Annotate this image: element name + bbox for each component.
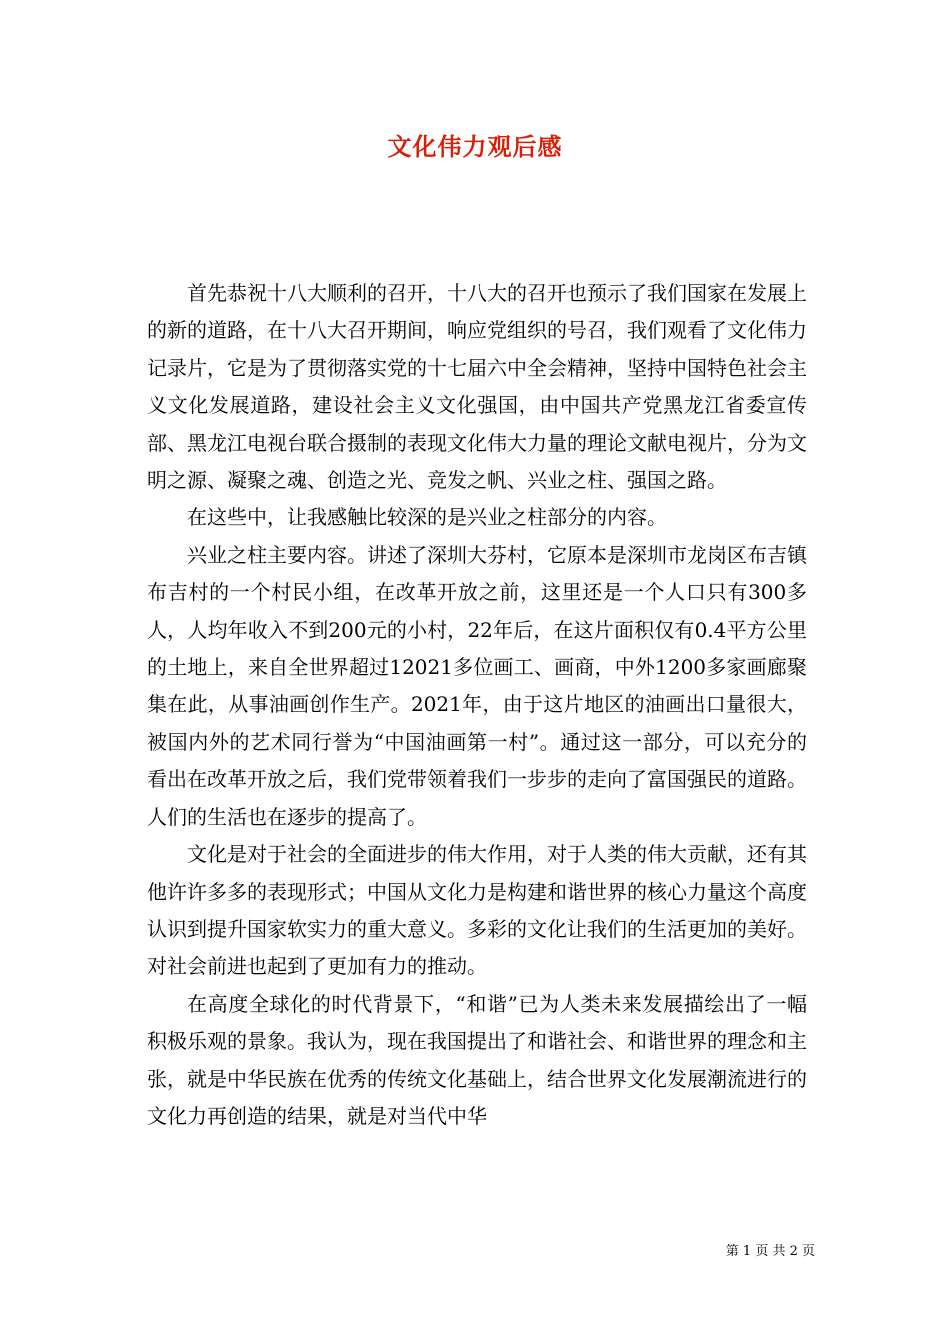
paragraph-2: 在这些中，让我感触比较深的是兴业之柱部分的内容。	[187, 505, 667, 530]
document-title: 文化伟力观后感	[387, 132, 563, 161]
page-number-text: 第 1 页 共 2 页	[725, 1244, 815, 1259]
paragraph-5: 在高度全球化的时代背景下，“和谐”已为人类未来发展描绘出了一幅积极乐观的景象。我认为，现在我国提出了和谐社会、和谐世界的理念和主张，就是中华民族在优秀的传统文化基础上，结合世界文化发展潮流进行的文化力再创造的结果，就是对当代中华	[147, 991, 807, 1128]
paragraph-4: 文化是对于社会的全面进步的伟大作用，对于人类的伟大贡献，还有其他许许多多的表现形式；中国从文化力是构建和谐世界的核心力量这个高度认识到提升国家软实力的重大意义。多彩的文化让我们的生活更加的美好。对社会前进也起到了更加有力的推动。	[147, 842, 807, 979]
paragraph-3: 兴业之柱主要内容。讲述了深圳大芬村，它原本是深圳市龙岗区布吉镇布吉村的一个村民小组，在改革开放之前，这里还是一个人口只有300多人，人均年收入不到200元的小村，22年后，在这片面积仅有0.4平方公里的土地上，来自全世界超过12021多位画工、画商，中外1200多家画廊聚集在此，从事油画创作生产。2021年，由于这片地区的油画出口量很大，被国内外的艺术同行誉为“中国油画第一村”。通过这一部分，可以充分的看出在改革开放之后，我们党带领着我们一步步的走向了富国强民的道路。人们的生活也在逐步的提高了。	[147, 542, 807, 829]
paragraph-1: 首先恭祝十八大顺利的召开，十八大的召开也预示了我们国家在发展上的新的道路，在十八大召开期间，响应党组织的号召，我们观看了文化伟力记录片，它是为了贯彻落实党的十七届六中全会精神，坚持中国特色社会主义文化发展道路，建设社会主义文化强国，由中国共产党黑龙江省委宣传部、黑龙江电视台联合摄制的表现文化伟大力量的理论文献电视片，分为文明之源、凝聚之魂、创造之光、竞发之帆、兴业之柱、强国之路。	[147, 281, 807, 493]
document-body	[147, 275, 807, 1135]
page-number-footer	[0, 1244, 815, 1260]
